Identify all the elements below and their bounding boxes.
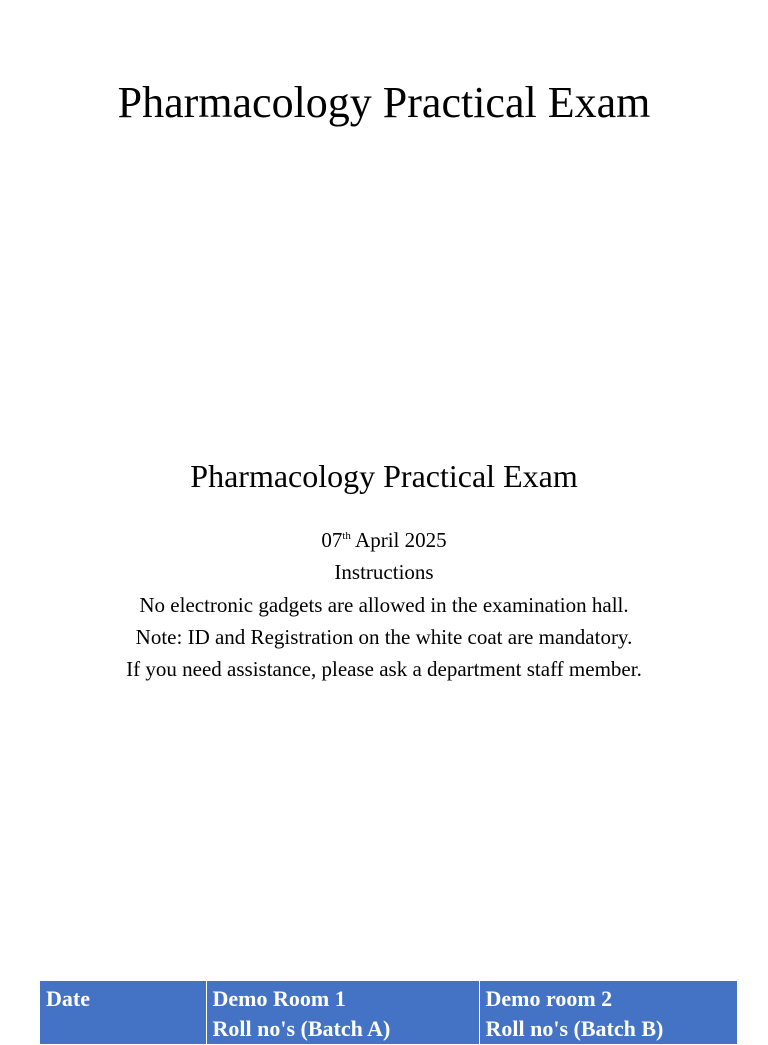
header-demo-room-1-line1: Demo Room 1 <box>212 986 346 1011</box>
instruction-line: No electronic gadgets are allowed in the examination hall. <box>139 592 629 617</box>
header-demo-room-2-line2: Roll no's (Batch B) <box>485 1016 664 1041</box>
instructions-heading: Instructions <box>334 560 434 585</box>
instruction-line: If you need assistance, please ask a department staff member. <box>126 657 642 682</box>
header-date-line1: Date <box>46 986 90 1011</box>
header-demo-room-1-line2: Roll no's (Batch A) <box>212 1016 391 1041</box>
exam-date-suffix: th <box>342 530 351 542</box>
exam-date-day: 07 <box>321 528 343 552</box>
exam-date <box>0 524 768 556</box>
exam-info <box>0 524 768 685</box>
schedule-header-row <box>40 981 737 1045</box>
header-demo-room-2 <box>479 981 737 1045</box>
page-title: Pharmacology Practical Exam <box>117 78 651 127</box>
exam-date-rest: April 2025 <box>350 528 447 552</box>
header-demo-room-2-line1: Demo room 2 <box>485 986 613 1011</box>
exam-subtitle: Pharmacology Practical Exam <box>190 458 578 494</box>
instruction-line: Note: ID and Registration on the white coat are mandatory. <box>135 624 633 649</box>
schedule-table <box>40 981 737 1045</box>
header-date <box>40 981 206 1045</box>
header-demo-room-1 <box>206 981 479 1045</box>
